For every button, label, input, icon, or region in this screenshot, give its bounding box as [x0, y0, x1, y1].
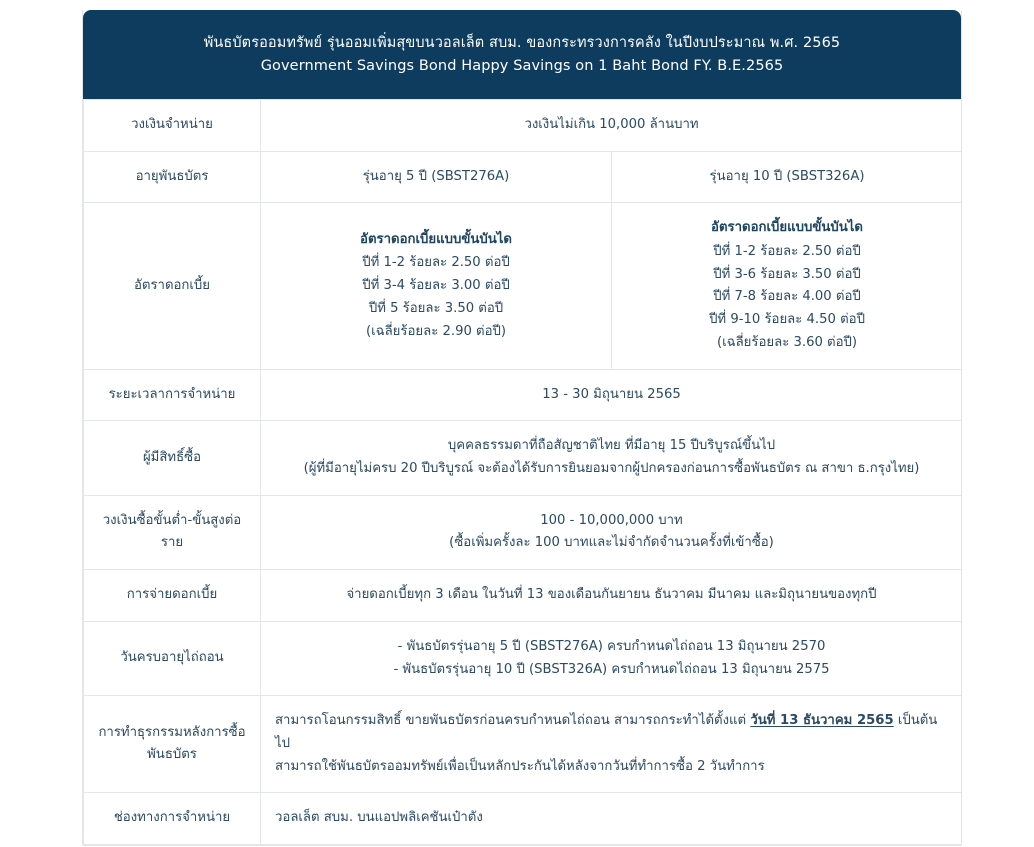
value-interest-rate-5y [261, 203, 612, 369]
value-sale-period: 13 - 30 มิถุนายน 2565 [261, 369, 963, 421]
header-title-thai: พันธบัตรออมทรัพย์ รุ่นออมเพิ่มสุขบนวอลเล็ต สบม. ของกระทรวงการคลัง ในปีงบประมาณ พ.ศ. 2565 [203, 35, 841, 51]
rate-line-5y-1: ปีที่ 1-2 ร้อยละ 2.50 ต่อปี [362, 255, 510, 271]
table-row-issue-size [84, 99, 963, 151]
value-interest-rate-10y [612, 203, 963, 369]
rate-line-10y-5: (เฉลี่ยร้อยละ 3.60 ต่อปี) [716, 334, 858, 350]
bond-info-card [82, 10, 962, 846]
label-interest-rate: อัตราดอกเบี้ย [84, 203, 261, 369]
value-post-purchase [261, 696, 963, 793]
table-row-post-purchase [84, 696, 963, 793]
value-purchase-limit [261, 495, 963, 569]
bond-details-table [83, 99, 962, 845]
table-row-maturity [84, 621, 963, 695]
rate-line-5y-3: ปีที่ 5 ร้อยละ 3.50 ต่อปี [368, 300, 504, 316]
value-issue-size: วงเงินไม่เกิน 10,000 ล้านบาท [261, 99, 963, 151]
rate-line-10y-3: ปีที่ 7-8 ร้อยละ 4.00 ต่อปี [713, 289, 861, 305]
eligibility-line-2: (ผู้ที่มีอายุไม่ครบ 20 ปีบริบูรณ์ จะต้องได้รับการยินยอมจากผู้ปกครองก่อนการซื้อพันธบัตร ณ สาขา ธ.กรุงไทย) [303, 461, 920, 476]
label-sale-period: ระยะเวลาการจำหน่าย [84, 369, 261, 421]
rate-line-10y-2: ปีที่ 3-6 ร้อยละ 3.50 ต่อปี [713, 266, 861, 282]
card-header [83, 10, 961, 99]
post-purchase-line-1 [275, 710, 948, 755]
post-purchase-text-after: เป็นต้นไป [275, 713, 938, 751]
post-purchase-text-before: สามารถโอนกรรมสิทธิ์ ขายพันธบัตรก่อนครบกำหนดไถ่ถอน สามารถกระทำได้ตั้งแต่ [275, 713, 751, 729]
table-row-interest-payment [84, 570, 963, 622]
table-row-interest-rate [84, 203, 963, 369]
purchase-limit-line-1: 100 - 10,000,000 บาท [540, 512, 683, 528]
label-eligibility: ผู้มีสิทธิ์ซื้อ [84, 421, 261, 495]
eligibility-line-1: บุคคลธรรมดาที่ถือสัญชาติไทย ที่มีอายุ 15 ปีบริบูรณ์ขึ้นไป [447, 438, 776, 454]
rate-title-5y: อัตราดอกเบี้ยแบบขั้นบันได [360, 231, 512, 247]
table-row-tenor [84, 151, 963, 203]
label-tenor: อายุพันธบัตร [84, 151, 261, 203]
post-purchase-label-line-2: พันธบัตร [147, 747, 197, 763]
label-issue-size: วงเงินจำหน่าย [84, 99, 261, 151]
rate-line-5y-2: ปีที่ 3-4 ร้อยละ 3.00 ต่อปี [362, 278, 510, 294]
table-row-channel [84, 793, 963, 845]
label-interest-payment: การจ่ายดอกเบี้ย [84, 570, 261, 622]
purchase-limit-line-2: (ซื้อเพิ่มครั้งละ 100 บาทและไม่จำกัดจำนวนครั้งที่เข้าซื้อ) [449, 535, 774, 551]
value-maturity [261, 621, 963, 695]
value-tenor-5y: รุ่นอายุ 5 ปี (SBST276A) [261, 151, 612, 203]
value-interest-payment: จ่ายดอกเบี้ยทุก 3 เดือน ในวันที่ 13 ของเดือนกันยายน ธันวาคม มีนาคม และมิถุนายนของทุกปี [261, 570, 963, 622]
label-post-purchase [84, 696, 261, 793]
value-channel: วอลเล็ต สบม. บนแอปพลิเคชันเป๋าตัง [261, 793, 963, 845]
maturity-line-1: - พันธบัตรรุ่นอายุ 5 ปี (SBST276A) ครบกำหนดไถ่ถอน 13 มิถุนายน 2570 [397, 638, 826, 654]
maturity-line-2: - พันธบัตรรุ่นอายุ 10 ปี (SBST326A) ครบกำหนดไถ่ถอน 13 มิถุนายน 2575 [393, 661, 830, 677]
post-purchase-highlight-date: วันที่ 13 ธันวาคม 2565 [750, 713, 894, 729]
post-purchase-label-line-1: การทำธุรกรรมหลังการซื้อ [98, 724, 246, 740]
table-row-sale-period [84, 369, 963, 421]
label-purchase-limit: วงเงินซื้อขั้นต่ำ-ขั้นสูงต่อราย [84, 495, 261, 569]
header-title-english: Government Savings Bond Happy Savings on 1 Baht Bond FY. B.E.2565 [260, 58, 784, 75]
rate-line-10y-4: ปีที่ 9-10 ร้อยละ 4.50 ต่อปี [709, 312, 865, 328]
label-maturity: วันครบอายุไถ่ถอน [84, 621, 261, 695]
post-purchase-line-2: สามารถใช้พันธบัตรออมทรัพย์เพื่อเป็นหลักประกันได้หลังจากวันที่ทำการซื้อ 2 วันทำการ [275, 758, 765, 774]
rate-line-10y-1: ปีที่ 1-2 ร้อยละ 2.50 ต่อปี [713, 244, 861, 260]
rate-title-10y: อัตราดอกเบี้ยแบบขั้นบันได [711, 220, 863, 236]
label-channel: ช่องทางการจำหน่าย [84, 793, 261, 845]
rate-line-5y-4: (เฉลี่ยร้อยละ 2.90 ต่อปี) [365, 323, 507, 339]
value-eligibility [261, 421, 963, 495]
table-row-purchase-limit [84, 495, 963, 569]
value-tenor-10y: รุ่นอายุ 10 ปี (SBST326A) [612, 151, 963, 203]
table-row-eligibility [84, 421, 963, 495]
